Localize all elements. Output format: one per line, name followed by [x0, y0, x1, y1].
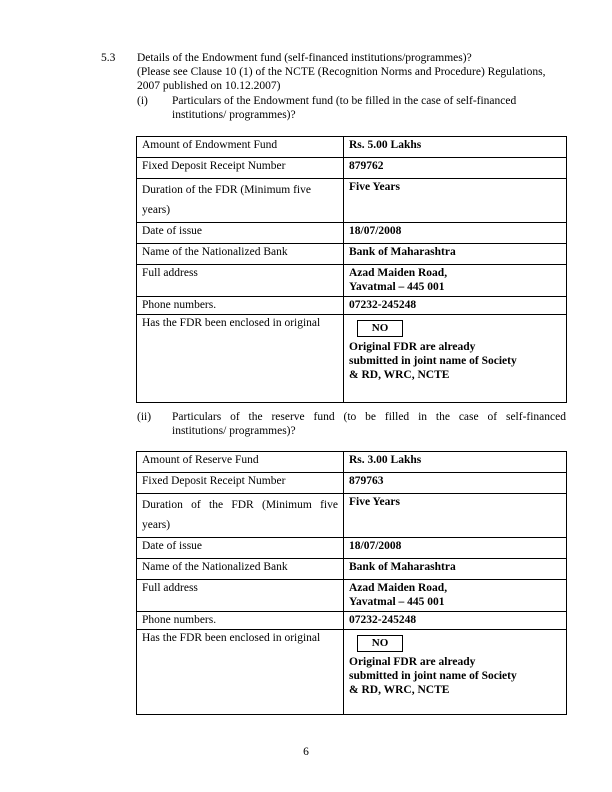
note-line: submitted in joint name of Society: [349, 355, 517, 367]
row-value: [344, 315, 567, 403]
row-value: 07232-245248: [344, 612, 567, 630]
table-row: [137, 538, 567, 559]
note-line: & RD, WRC, NCTE: [349, 369, 450, 381]
word: of: [230, 411, 240, 423]
row-value: Five Years: [344, 179, 567, 223]
word: Particulars: [172, 411, 222, 423]
table-row: [137, 580, 567, 612]
table-row: [137, 473, 567, 494]
section-heading-line2: (Please see Clause 10 (1) of the NCTE (Recognition Norms and Procedure) Regulations,: [137, 66, 546, 78]
row-label-line: years): [142, 519, 171, 531]
address-line: Yavatmal – 445 001: [349, 596, 445, 608]
word: the: [435, 411, 450, 423]
part-ii-line1: [172, 410, 566, 424]
row-label: Fixed Deposit Receipt Number: [137, 158, 344, 179]
row-value: 18/07/2008: [344, 538, 567, 559]
word: in: [418, 411, 428, 423]
word: self-financed: [505, 411, 566, 423]
row-value: 18/07/2008: [344, 223, 567, 244]
row-value: [344, 265, 567, 297]
word: (to: [343, 411, 357, 423]
table-row: [137, 137, 567, 158]
table-row: [137, 315, 567, 403]
word: of: [487, 411, 498, 423]
part-ii-line2: institutions/ programmes)?: [172, 425, 296, 437]
row-label: Phone numbers.: [137, 612, 344, 630]
row-value: 879763: [344, 473, 567, 494]
row-value: Bank of Maharashtra: [344, 559, 567, 580]
word: of: [191, 499, 201, 511]
row-label: Amount of Reserve Fund: [137, 452, 344, 473]
row-label: [137, 179, 344, 223]
enclosed-status-box: NO: [357, 635, 403, 652]
row-label: Date of issue: [137, 538, 344, 559]
section-heading-line1: Details of the Endowment fund (self-financed institutions/programmes)?: [137, 52, 472, 64]
row-label: Name of the Nationalized Bank: [137, 559, 344, 580]
word: case: [458, 411, 479, 423]
row-label: Name of the Nationalized Bank: [137, 244, 344, 265]
address-line: Azad Maiden Road,: [349, 267, 448, 279]
row-label: Has the FDR been enclosed in original: [137, 315, 344, 403]
row-label: Full address: [137, 580, 344, 612]
note-line: & RD, WRC, NCTE: [349, 684, 450, 696]
table-row: [137, 630, 567, 715]
table-row: [137, 612, 567, 630]
row-label-line: Duration of the FDR (Minimum five: [142, 184, 311, 196]
part-i-marker: (i): [137, 95, 148, 107]
word: the: [209, 499, 224, 511]
word: reserve: [271, 411, 305, 423]
section-heading-line3: 2007 published on 10.12.2007): [137, 80, 281, 92]
section-number: 5.3: [101, 52, 116, 64]
page-number: 6: [303, 746, 309, 758]
note-line: submitted in joint name of Society: [349, 670, 517, 682]
part-i-line1: Particulars of the Endowment fund (to be filled in the case of self-financed: [172, 95, 517, 107]
word: five: [320, 499, 338, 511]
note-line: Original FDR are already: [349, 656, 476, 668]
table-row: [137, 265, 567, 297]
word: fund: [313, 411, 335, 423]
address-line: Azad Maiden Road,: [349, 582, 448, 594]
enclosed-status-box: NO: [357, 320, 403, 337]
row-label: Fixed Deposit Receipt Number: [137, 473, 344, 494]
part-i-line2: institutions/ programmes)?: [172, 109, 296, 121]
row-value: Rs. 3.00 Lakhs: [344, 452, 567, 473]
word: (Minimum: [261, 499, 312, 511]
row-label: [137, 494, 344, 538]
row-label-line: [142, 495, 338, 515]
row-label: Amount of Endowment Fund: [137, 137, 344, 158]
row-value: Rs. 5.00 Lakhs: [344, 137, 567, 158]
row-value: Bank of Maharashtra: [344, 244, 567, 265]
row-value: 07232-245248: [344, 297, 567, 315]
table-row: [137, 559, 567, 580]
endowment-fund-table: [136, 136, 567, 403]
part-ii-marker: (ii): [137, 411, 152, 423]
table-row: [137, 158, 567, 179]
table-row: [137, 494, 567, 538]
word: the: [248, 411, 263, 423]
row-label-line: years): [142, 204, 171, 216]
table-row: [137, 223, 567, 244]
row-value: [344, 630, 567, 715]
table-row: [137, 179, 567, 223]
address-line: Yavatmal – 445 001: [349, 281, 445, 293]
word: Duration: [142, 499, 183, 511]
table-row: [137, 452, 567, 473]
row-value: [344, 580, 567, 612]
word: FDR: [231, 499, 254, 511]
row-label: Has the FDR been enclosed in original: [137, 630, 344, 715]
row-label: Date of issue: [137, 223, 344, 244]
row-label: Full address: [137, 265, 344, 297]
row-label: Phone numbers.: [137, 297, 344, 315]
word: be: [365, 411, 377, 423]
table-row: [137, 297, 567, 315]
word: filled: [384, 411, 410, 423]
reserve-fund-table: [136, 451, 567, 715]
note-line: Original FDR are already: [349, 341, 476, 353]
row-value: Five Years: [344, 494, 567, 538]
table-row: [137, 244, 567, 265]
row-value: 879762: [344, 158, 567, 179]
